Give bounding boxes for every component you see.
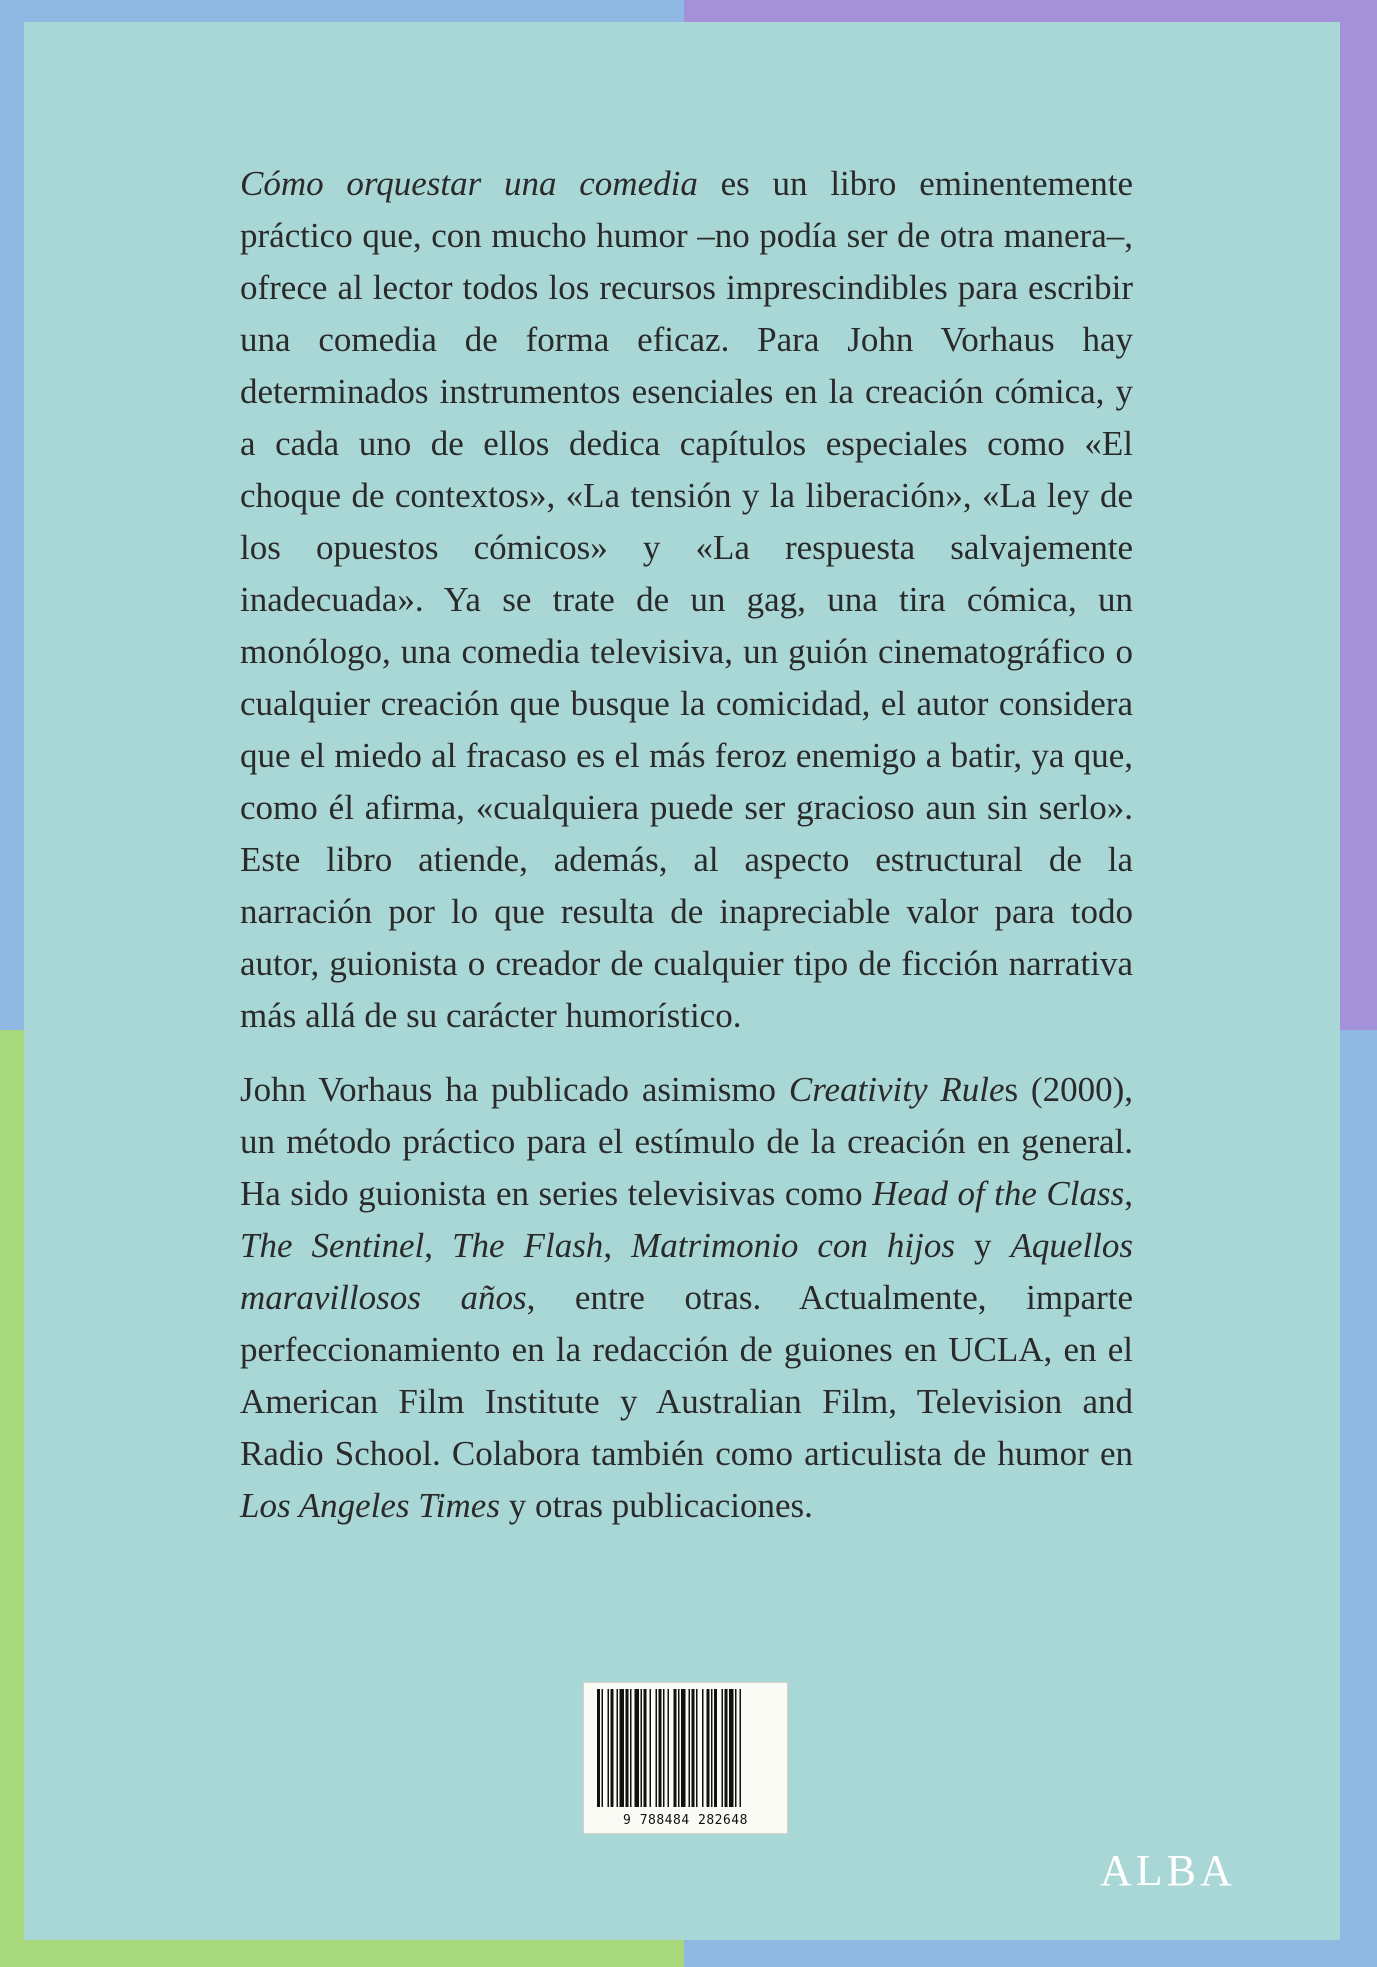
barcode-bar bbox=[722, 1689, 724, 1807]
p2-text-4: , bbox=[424, 1226, 453, 1265]
barcode-bar bbox=[597, 1689, 600, 1807]
p2-text-7: , entre otras. Actualmente, imparte perfeccionamiento en la redacción de guiones en UCLA, en el American Film Institute y Australian Film, Television and Radio School. Colabora también como articulista de humor en bbox=[240, 1278, 1134, 1473]
p2-text-6: y bbox=[954, 1226, 1011, 1265]
paragraph-1-text: es un libro eminentemente práctico que, con mucho humor –no podía ser de otra manera–, ofrece al lector todos los recursos imprescindibles para escribir una comedia de forma eficaz. Para John Vorhaus hay determinados instrumentos esenciales en la creación cómica, y a cada uno de ellos dedica capítulos especiales como «El choque de contextos», «La tensión y la liberación», «La ley de los opuestos cómicos» y «La respuesta salvajemente inadecuada». Ya se trate de un gag, una tira cómica, un monólogo, una comedia televisiva, un guión cinematográfico o cualquier creación que busque la comicidad, el autor considera que el miedo al fracaso es el más feroz enemigo a batir, ya que, como él afirma, «cualquiera puede ser gracioso aun sin serlo». Este libro atiende, además, al aspecto estructural de la narración por lo que resulta de inapreciable valor para todo autor, guionista o creador de cualquier tipo de ficción narrativa más allá de su carácter humorístico. bbox=[240, 164, 1133, 1035]
barcode-bar bbox=[608, 1689, 610, 1807]
publisher-logo: ALBA bbox=[1100, 1846, 1236, 1895]
barcode-bar bbox=[729, 1689, 734, 1807]
p2-text-3: , bbox=[1124, 1174, 1133, 1213]
p2-text-8: y otras publicaciones. bbox=[499, 1486, 813, 1525]
barcode-bar bbox=[689, 1689, 691, 1807]
p2-text-2: s (2000), un método práctico para el estímulo de la creación en general. Ha sido guionista en series televisivas como bbox=[240, 1070, 1133, 1213]
p2-italic-5: Matrimonio con hijos bbox=[631, 1226, 955, 1265]
p2-italic-1: Creativity Rule bbox=[788, 1070, 1005, 1109]
isbn-number: 9 788484 282648 bbox=[623, 1813, 748, 1828]
barcode-bar bbox=[650, 1689, 652, 1807]
barcode-bar bbox=[740, 1689, 742, 1807]
blurb bbox=[240, 158, 1133, 1554]
barcode-bar bbox=[620, 1689, 625, 1807]
barcode-bar bbox=[630, 1689, 632, 1807]
barcode-bar bbox=[644, 1689, 647, 1807]
barcode-bar bbox=[668, 1689, 670, 1807]
isbn-barcode bbox=[583, 1682, 788, 1834]
p2-italic-2: Head of the Class bbox=[872, 1174, 1125, 1213]
barcode-bars bbox=[597, 1689, 776, 1807]
barcode-bar bbox=[635, 1689, 640, 1807]
barcode-bar bbox=[626, 1689, 629, 1807]
barcode-bar bbox=[696, 1689, 698, 1807]
barcode-bar bbox=[602, 1689, 604, 1807]
blurb-paragraph-2 bbox=[240, 1064, 1133, 1532]
barcode-bar bbox=[611, 1689, 614, 1807]
barcode-bar bbox=[714, 1689, 717, 1807]
barcode-bar bbox=[674, 1689, 677, 1807]
barcode-bar bbox=[725, 1689, 728, 1807]
p2-italic-4: The Flash bbox=[452, 1226, 604, 1265]
p2-text-5: , bbox=[603, 1226, 632, 1265]
barcode-bar bbox=[659, 1689, 662, 1807]
p2-italic-7: Los Angeles Times bbox=[240, 1486, 500, 1525]
p2-italic-6: Aquellos maravillosos años bbox=[240, 1226, 1134, 1317]
barcode-bar bbox=[656, 1689, 658, 1807]
barcode-bar bbox=[663, 1689, 665, 1807]
p2-text-1: John Vorhaus ha publicado asimismo bbox=[240, 1070, 789, 1109]
barcode-bar bbox=[692, 1689, 695, 1807]
barcode-bar bbox=[735, 1689, 737, 1807]
barcode-bar bbox=[617, 1689, 619, 1807]
barcode-bar bbox=[678, 1689, 680, 1807]
barcode-bar bbox=[702, 1689, 704, 1807]
book-title: Cómo orquestar una comedia bbox=[240, 164, 698, 203]
p2-italic-3: The Sentinel bbox=[240, 1226, 425, 1265]
barcode-bar bbox=[707, 1689, 710, 1807]
blurb-paragraph-1 bbox=[240, 158, 1133, 1042]
barcode-bar bbox=[641, 1689, 643, 1807]
barcode-bar bbox=[681, 1689, 686, 1807]
barcode-bar bbox=[711, 1689, 713, 1807]
